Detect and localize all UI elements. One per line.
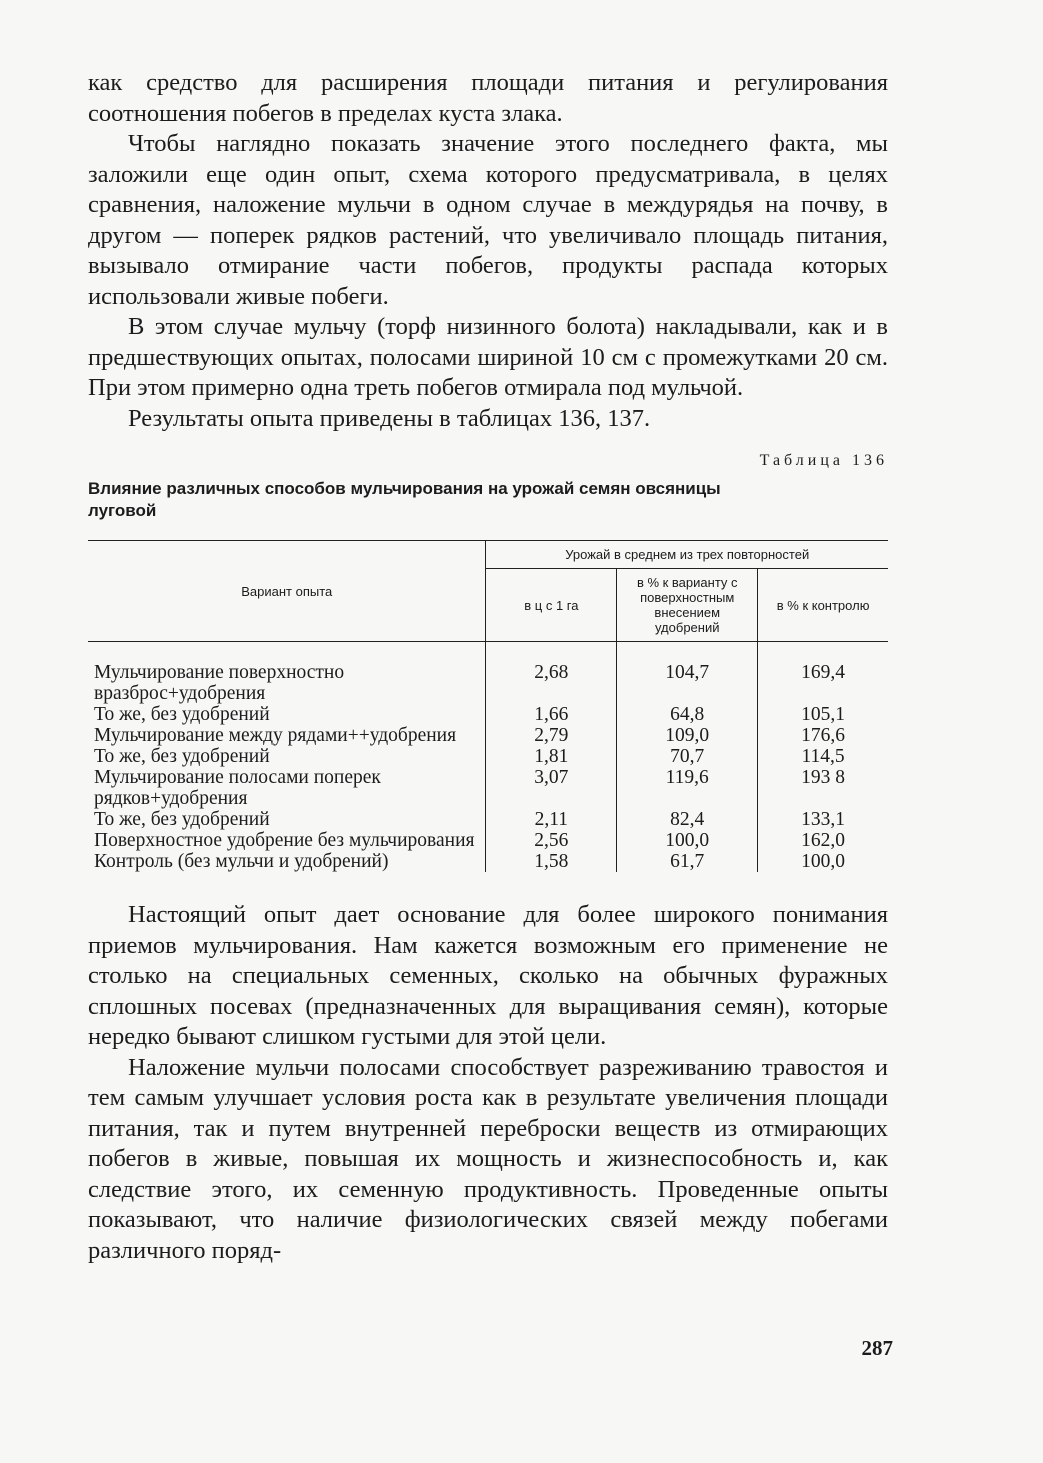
row-percent-of-surface-fertilized: 109,0: [617, 725, 758, 746]
row-variant: То же, без удобрений: [94, 704, 270, 725]
row-percent-of-control: 193 8: [758, 767, 888, 809]
row-percent-of-surface-fertilized: 82,4: [617, 809, 758, 830]
row-yield-cwt-per-ha: 1,58: [486, 851, 617, 872]
table-row: [88, 642, 888, 705]
header-col-2: в % к варианту с поверхностным внесением удобрений: [617, 569, 758, 642]
header-variant: Вариант опыта: [88, 541, 486, 642]
page-number: 287: [861, 1336, 893, 1360]
row-variant: Контроль (без мульчи и удобрений): [94, 851, 389, 872]
row-yield-cwt-per-ha: 1,81: [486, 746, 617, 767]
row-variant: Поверхностное удобрение без мульчирования: [94, 830, 475, 851]
table-title: Влияние различных способов мульчирования на урожай семян овсяницы луговой: [88, 479, 721, 520]
paragraph-2: Чтобы наглядно показать значение этого последнего факта, мы заложили еще один опыт, схема которого предусматривала, в целях сравнения, наложение мульчи в одном случае в междурядья на почву, в другом — поперек рядков растений, что увеличивало площадь питания, вызывало отмирание части побегов, продукты распада которых использовали живые побеги.: [88, 130, 888, 310]
row-percent-of-control: 169,4: [758, 642, 888, 705]
row-variant: То же, без удобрений: [94, 809, 270, 830]
row-percent-of-control: 114,5: [758, 746, 888, 767]
header-col-3: в % к контролю: [758, 569, 888, 642]
table-row: [88, 767, 888, 809]
row-percent-of-control: 176,6: [758, 725, 888, 746]
page-content: [88, 68, 888, 1266]
row-variant: Мульчирование полосами поперек рядков+удобрения: [94, 767, 381, 809]
row-variant: Мульчирование между рядами++удобрения: [94, 725, 457, 746]
row-percent-of-surface-fertilized: 119,6: [617, 767, 758, 809]
paragraph-6: Наложение мульчи полосами способствует разреживанию травостоя и тем самым улучшает условия роста как в результате увеличения площади питания, так и путем внутренней переброски веществ из отмирающих побегов в живые, повышая их мощность и жизнеспособность и, как следствие этого, их семенную продуктивность. Проведенные опыты показывают, что наличие физиологических связей между побегами различного поряд-: [88, 1053, 888, 1264]
paragraph-1: как средство для расширения площади питания и регулирования соотношения побегов в пределах куста злака.: [88, 69, 888, 127]
table-row: [88, 809, 888, 830]
row-percent-of-surface-fertilized: 64,8: [617, 704, 758, 725]
table-row: [88, 725, 888, 746]
paragraph-5: Настоящий опыт дает основание для более широкого понимания приемов мульчирования. Нам кажется возможным его применение не столько на специальных семенных, сколько на обычных фуражных сплошных посевах (предназначенных для выращивания семян), которые нередко бывают слишком густыми для этой цели.: [88, 901, 888, 1050]
yield-table: [88, 540, 888, 872]
table-body: [88, 642, 888, 873]
row-yield-cwt-per-ha: 2,68: [486, 642, 617, 705]
row-percent-of-surface-fertilized: 104,7: [617, 642, 758, 705]
row-percent-of-surface-fertilized: 100,0: [617, 830, 758, 851]
table-row: [88, 704, 888, 725]
row-yield-cwt-per-ha: 2,11: [486, 809, 617, 830]
row-yield-cwt-per-ha: 3,07: [486, 767, 617, 809]
table-row: [88, 851, 888, 872]
row-percent-of-control: 105,1: [758, 704, 888, 725]
row-percent-of-surface-fertilized: 70,7: [617, 746, 758, 767]
paragraph-3: В этом случае мульчу (торф низинного болота) накладывали, как и в предшествующих опытах, полосами шириной 10 см с промежутками 20 см. При этом примерно одна треть побегов отмирала под мульчой.: [88, 313, 888, 401]
row-percent-of-surface-fertilized: 61,7: [617, 851, 758, 872]
paragraph-4: Результаты опыта приведены в таблицах 136, 137.: [128, 404, 651, 432]
row-percent-of-control: 100,0: [758, 851, 888, 872]
header-group: Урожай в среднем из трех повторностей: [486, 541, 888, 569]
row-yield-cwt-per-ha: 2,56: [486, 830, 617, 851]
header-col-1: в ц с 1 га: [486, 569, 617, 642]
row-yield-cwt-per-ha: 2,79: [486, 725, 617, 746]
row-variant: Мульчирование поверхностно вразброс+удобрения: [94, 662, 345, 704]
row-variant: То же, без удобрений: [94, 746, 270, 767]
table-row: [88, 746, 888, 767]
table-row: [88, 830, 888, 851]
row-percent-of-control: 133,1: [758, 809, 888, 830]
row-yield-cwt-per-ha: 1,66: [486, 704, 617, 725]
row-percent-of-control: 162,0: [758, 830, 888, 851]
table-label: Таблица 136: [759, 452, 888, 469]
